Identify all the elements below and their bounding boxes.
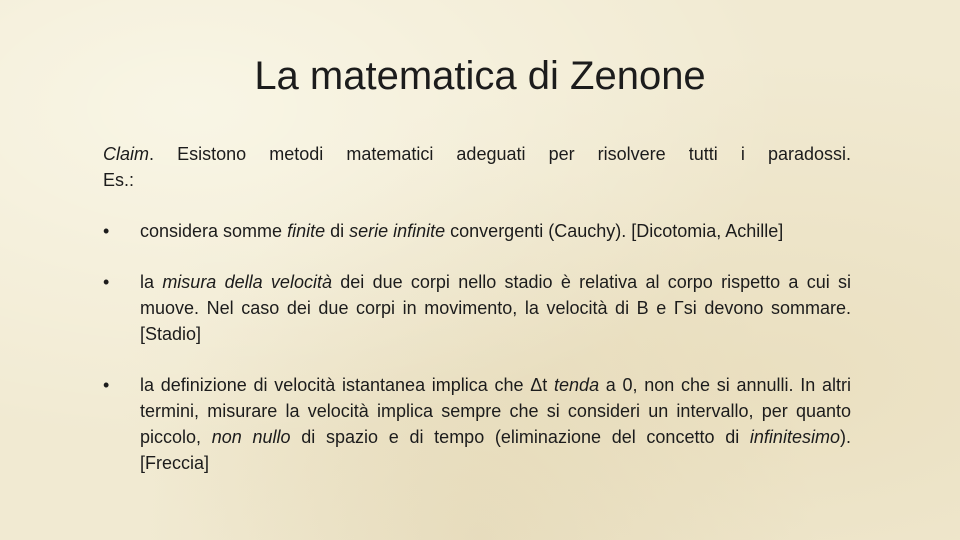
bullet-text xyxy=(140,221,783,241)
bullet-run: la xyxy=(140,272,163,292)
bullet-text xyxy=(140,375,851,473)
bullet-run: di spazio e di tempo (eliminazione del concetto di xyxy=(290,427,750,447)
bullet-emphasis: serie infinite xyxy=(349,221,446,241)
bullet-emphasis: finite xyxy=(287,221,326,241)
bullet-run: convergenti (Cauchy). [Dicotomia, Achille] xyxy=(445,221,784,241)
bullet-marker: • xyxy=(103,272,110,292)
bullet-list xyxy=(103,218,851,476)
slide-title: La matematica di Zenone xyxy=(254,54,706,98)
claim-line xyxy=(103,141,851,167)
bullet-text xyxy=(140,272,851,344)
bullet-item xyxy=(103,372,851,476)
bullet-emphasis: infinitesimo xyxy=(749,427,840,447)
bullet-run: ). [Freccia] xyxy=(140,427,851,473)
bullet-emphasis: tenda xyxy=(554,375,600,395)
bullet-marker: • xyxy=(103,221,110,241)
bullet-marker: • xyxy=(103,375,110,395)
bullet-run: considera somme xyxy=(140,221,288,241)
claim-paragraph xyxy=(103,141,851,193)
bullet-run: a 0, non che si annulli. In altri termini, misurare la velocità implica sempre che si consideri un intervallo, per quanto piccolo, xyxy=(140,375,851,447)
slide-body xyxy=(103,141,851,476)
bullet-run: dei due corpi nello stadio è relativa al corpo rispetto a cui si muove. Nel caso dei due corpi in movimento, la velocità di B e Γsi devono sommare. [Stadio] xyxy=(140,272,852,344)
bullet-item xyxy=(103,218,851,244)
bullet-emphasis: misura della velocità xyxy=(162,272,332,292)
claim-examples-label: Es.: xyxy=(103,170,135,190)
bullet-run: di xyxy=(325,221,350,241)
claim-label: Claim xyxy=(103,144,150,164)
bullet-item xyxy=(103,269,851,347)
bullet-emphasis: non nullo xyxy=(211,427,291,447)
bullet-run: la definizione di velocità istantanea implica che Δt xyxy=(140,375,555,395)
claim-text: . Esistono metodi matematici adeguati per risolvere tutti i paradossi. xyxy=(149,144,851,164)
